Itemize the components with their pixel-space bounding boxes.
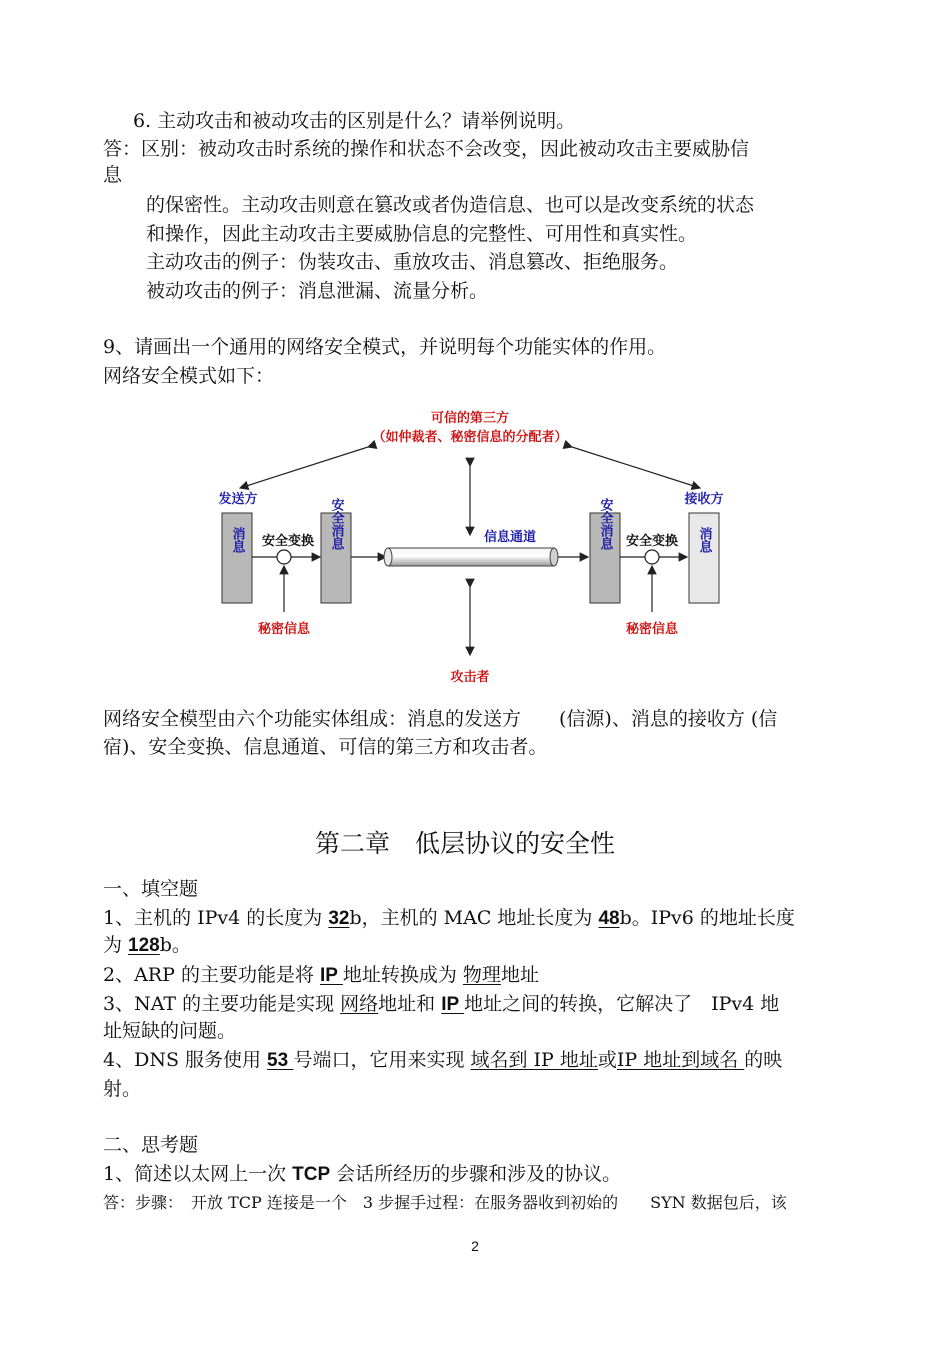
- sender-label: 发送方: [218, 492, 258, 507]
- fill-item-2: 2、ARP 的主要功能是将 IP 地址转换成为 物理地址: [103, 964, 539, 986]
- receiver-message-text: 消息: [696, 527, 712, 553]
- chapter-title: 第二章 低层协议的安全性: [314, 829, 615, 858]
- left-secure-message-text: 安全消息: [328, 498, 344, 550]
- right-transform-circle: [645, 550, 659, 564]
- answer-ip-2: IP: [441, 994, 465, 1015]
- q6-answer-line-5: 被动攻击的例子：消息泄漏、流量分析。: [146, 280, 489, 302]
- thinking-item-1: 1、简述以太网上一次 TCP 会话所经历的步骤和涉及的协议。: [103, 1163, 622, 1185]
- channel-label: 信息通道: [483, 530, 537, 545]
- section-thinking: 二、思考题: [103, 1134, 199, 1156]
- q6-answer-line-1b: 息: [103, 164, 123, 186]
- answer-32: 32: [328, 908, 350, 929]
- info-channel-pipe: [384, 548, 558, 566]
- answer-48: 48: [598, 908, 620, 929]
- answer-53: 53: [267, 1050, 294, 1071]
- fill-item-4: 4、DNS 服务使用 53 号端口，它用来实现 域名到 IP 地址或IP 地址到域名 的映: [103, 1049, 783, 1071]
- thinking-item-1-answer: 答：步骤： 开放 TCP 连接是一个 3 步握手过程：在服务器收到初始的 SYN 数据包后，该: [103, 1193, 787, 1212]
- q6-answer-line-3: 和操作，因此主动攻击主要威胁信息的完整性、可用性和真实性。: [146, 223, 698, 245]
- q6-answer-line-2: 的保密性。主动攻击则意在篡改或者伪造信息、也可以是改变系统的状态: [146, 194, 755, 216]
- right-secret-label: 秘密信息: [625, 622, 679, 637]
- left-secret-label: 秘密信息: [257, 622, 311, 637]
- q6-answer-line-4: 主动攻击的例子：伪装攻击、重放攻击、消息篡改、拒绝服务。: [146, 251, 679, 273]
- right-secure-message-text: 安全消息: [597, 498, 613, 550]
- q9-question: 9、请画出一个通用的网络安全模式，并说明每个功能实体的作用。: [103, 336, 667, 358]
- q9-intro: 网络安全模式如下：: [103, 365, 275, 387]
- answer-128: 128: [128, 935, 160, 956]
- answer-domain-to-ip: 域名到 IP 地址: [470, 1049, 598, 1071]
- answer-physical: 物理: [462, 964, 501, 986]
- right-transform-label: 安全变换: [625, 534, 679, 549]
- fill-item-1b: 为 128b。: [103, 934, 191, 956]
- third-party-label: 可信的第三方: [430, 411, 510, 426]
- arrow-third-party-to-receiver: [572, 447, 700, 488]
- answer-network: 网络: [340, 993, 379, 1015]
- section-fill-blank: 一、填空题: [103, 878, 199, 900]
- q9-desc-line-2: 宿)、安全变换、信息通道、可信的第三方和攻击者。: [103, 736, 548, 758]
- page-number: 2: [471, 1238, 479, 1254]
- fill-item-4b: 射。: [103, 1078, 142, 1100]
- arrow-third-party-to-sender: [240, 447, 368, 488]
- left-transform-label: 安全变换: [261, 534, 315, 549]
- q6-question: 6. 主动攻击和被动攻击的区别是什么？请举例说明。: [133, 110, 576, 132]
- attacker-label: 攻击者: [450, 670, 490, 685]
- left-transform-circle: [277, 550, 291, 564]
- fill-item-3: 3、NAT 的主要功能是实现 网络地址和 IP 地址之间的转换，它解决了 IPv4 地: [103, 993, 780, 1015]
- fill-item-1: 1、主机的 IPv4 的长度为 32b，主机的 MAC 地址长度为 48b。IPv6 的地址长度: [103, 907, 795, 929]
- third-party-sublabel: （如仲裁者、秘密信息的分配者）: [372, 430, 568, 445]
- answer-ip: IP: [319, 965, 343, 986]
- q9-desc-line-1: 网络安全模型由六个功能实体组成：消息的发送方 (信源)、消息的接收方 (信: [103, 708, 778, 730]
- sender-message-text: 消息: [229, 527, 245, 553]
- q6-answer-line-1: 答：区别：被动攻击时系统的操作和状态不会改变，因此被动攻击主要威胁信: [103, 138, 750, 160]
- receiver-label: 接收方: [684, 492, 724, 507]
- fill-item-3b: 址短缺的问题。: [103, 1020, 237, 1042]
- answer-ip-to-domain: IP 地址到域名: [616, 1049, 745, 1071]
